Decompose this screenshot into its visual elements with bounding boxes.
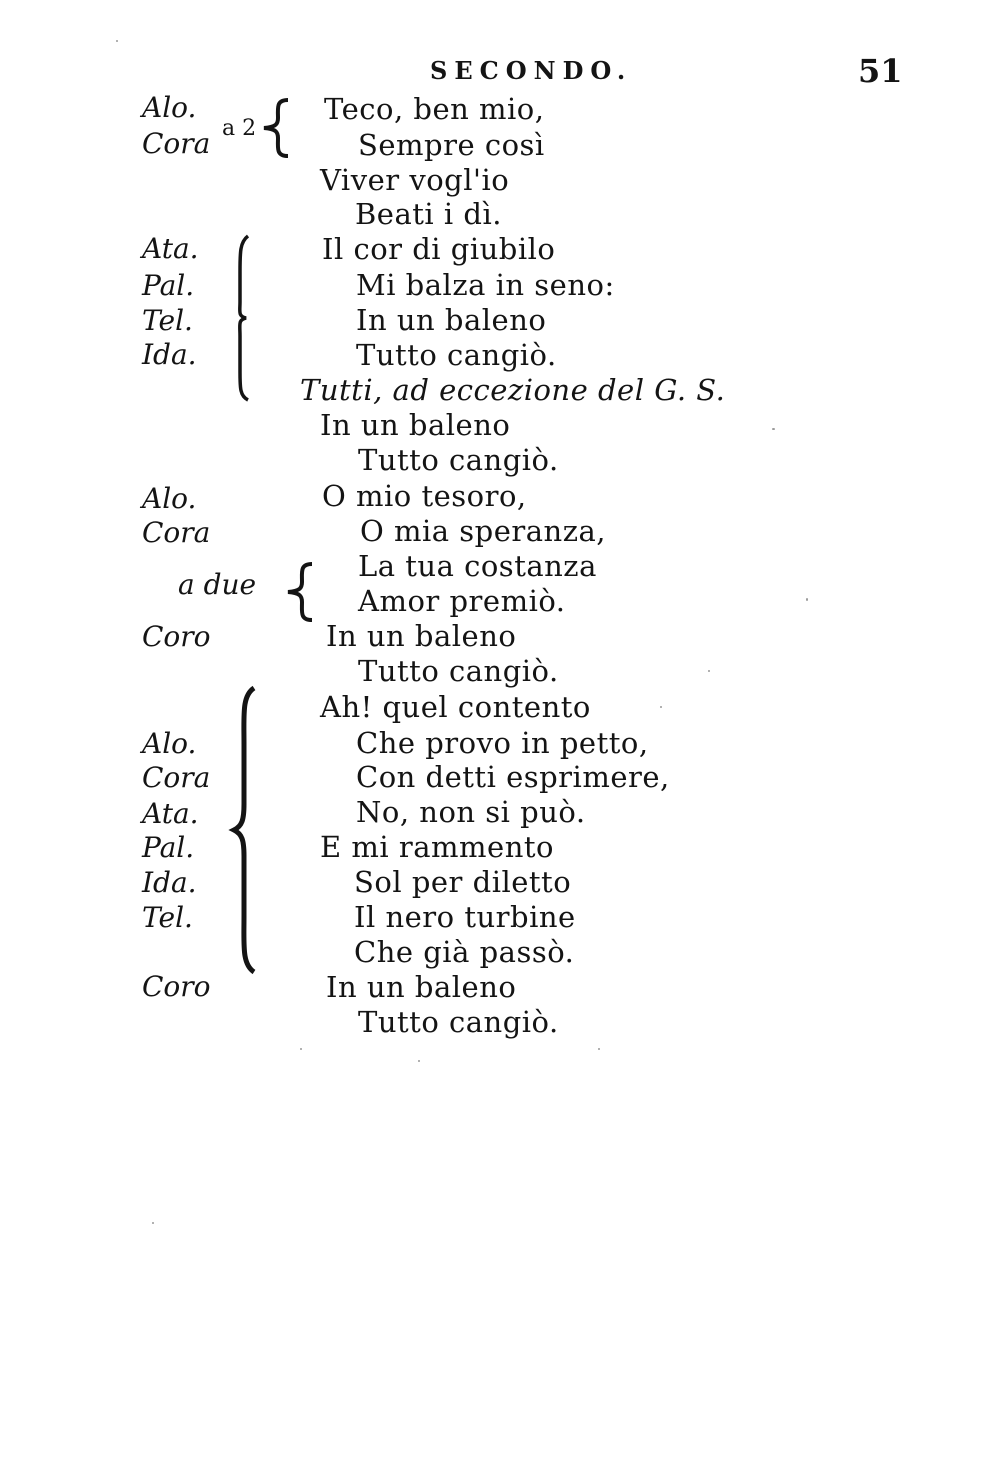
speaker-label: Alo. [142, 727, 197, 760]
brace-bracket [226, 684, 262, 976]
paper-speck [806, 598, 808, 601]
speaker-label: Cora [142, 127, 211, 160]
verse-line: Il nero turbine [354, 900, 576, 934]
paper-speck [116, 40, 118, 42]
verse-line: E mi rammento [320, 830, 554, 864]
page-number: 51 [858, 52, 903, 90]
ensemble-label: a due [178, 568, 257, 601]
verse-line: Il cor di giubilo [322, 232, 556, 266]
verse-line: In un baleno [326, 970, 517, 1004]
brace-bracket [258, 96, 294, 160]
speaker-label: Cora [142, 761, 211, 794]
verse-line: Con detti esprimere, [356, 760, 670, 794]
paper-speck [598, 1048, 600, 1050]
verse-line: Tutto cangiò. [358, 654, 559, 688]
speaker-label: Tel. [142, 304, 193, 337]
verse-line: O mia speranza, [360, 514, 606, 548]
speaker-label: Alo. [142, 91, 197, 124]
speaker-label: Ida. [142, 866, 197, 899]
speaker-label: Ata. [142, 232, 199, 265]
speaker-label: Alo. [142, 482, 197, 515]
paper-speck [660, 706, 662, 708]
speaker-label: Coro [142, 970, 211, 1003]
speaker-label: Coro [142, 620, 211, 653]
verse-line: Amor premiò. [358, 584, 566, 618]
verse-line: Tutto cangiò. [358, 443, 559, 477]
ensemble-label: a 2 [222, 116, 257, 141]
verse-line: Tutto cangiò. [358, 1005, 559, 1039]
verse-line: In un baleno [356, 303, 547, 337]
paper-speck [772, 428, 775, 430]
speaker-label: Tel. [142, 901, 193, 934]
verse-line: O mio tesoro, [322, 479, 527, 513]
brace-bracket [282, 560, 318, 624]
verse-line: Ah! quel contento [320, 690, 591, 724]
paper-speck [300, 1048, 302, 1050]
paper-speck [708, 670, 710, 672]
verse-line: Che provo in petto, [356, 726, 649, 760]
verse-line: Sol per diletto [354, 865, 572, 899]
verse-line: La tua costanza [358, 549, 597, 583]
verse-line: Che già passò. [354, 935, 575, 969]
verse-line: Teco, ben mio, [324, 92, 545, 126]
speaker-label: Pal. [142, 269, 195, 302]
speaker-label: Ida. [142, 338, 197, 371]
stage-direction: Tutti, ad eccezione del G. S. [300, 373, 726, 407]
speaker-label: Pal. [142, 831, 195, 864]
verse-line: In un baleno [326, 619, 517, 653]
verse-line: Beati i dì. [355, 197, 502, 231]
speaker-label: Ata. [142, 797, 199, 830]
speaker-label: Cora [142, 516, 211, 549]
verse-line: Sempre così [358, 128, 545, 162]
verse-line: Mi balza in seno: [356, 268, 615, 302]
paper-speck [152, 1222, 154, 1224]
brace-bracket [224, 232, 258, 404]
verse-line: Tutto cangiò. [356, 338, 557, 372]
running-title: SECONDO. [430, 56, 633, 85]
verse-line: No, non si può. [356, 795, 586, 829]
verse-line: Viver vogl'io [320, 163, 510, 197]
paper-speck [418, 1060, 420, 1062]
verse-line: In un baleno [320, 408, 511, 442]
